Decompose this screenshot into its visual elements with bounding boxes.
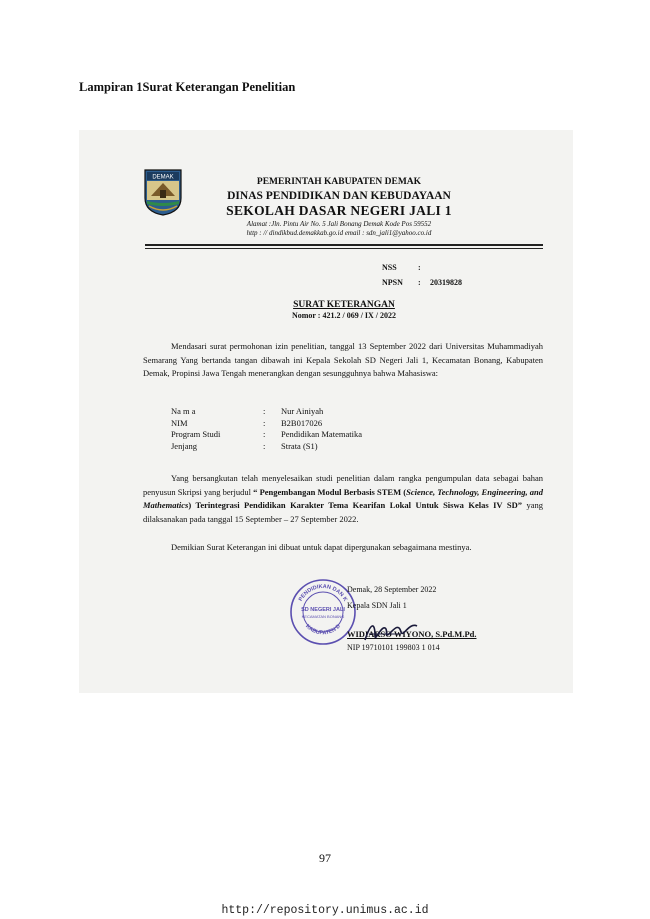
intro-paragraph — [143, 340, 543, 381]
nss-label: NSS — [382, 263, 397, 272]
signer-position: Kepala SDN Jali 1 — [347, 601, 407, 610]
field-row: Program Studi : Pendidikan Matematika — [171, 429, 362, 439]
letterhead-department: DINAS PENDIDIKAN DAN KEBUDAYAAN — [227, 190, 451, 202]
letterhead-school: SEKOLAH DASAR NEGERI JALI 1 — [226, 203, 452, 218]
body-paragraph — [143, 472, 543, 526]
signer-name: WIDIARSO WIYONO, S.Pd.M.Pd. — [347, 629, 477, 639]
stamp-center-2: KECAMATAN BONANG — [301, 614, 345, 619]
letter-title: SURAT KETERANGAN — [293, 300, 395, 310]
closing-paragraph — [143, 541, 543, 555]
footer-url: http://repository.unimus.ac.id — [221, 904, 429, 917]
place-date: Demak, 28 September 2022 — [347, 585, 437, 594]
field-row: Jenjang : Strata (S1) — [171, 440, 318, 451]
npsn-label: NPSN — [382, 278, 403, 287]
page-heading: Lampiran 1Surat Keterangan Penelitian — [79, 80, 296, 94]
field-label: NIM — [171, 417, 188, 428]
student-fields — [171, 406, 362, 452]
logo-text: DEMAK — [152, 174, 174, 181]
thesis-title-part-1: “ Pengembangan Modul Berbasis STEM ( — [253, 486, 407, 497]
nss-row: NSS : — [382, 260, 462, 275]
body-text-b: yang dilaksanakan pada tanggal 15 September – 27 September 2022. — [143, 500, 543, 524]
field-value: Strata (S1) — [281, 440, 318, 451]
school-ids — [382, 260, 462, 290]
field-row: NIM : B2B017026 — [171, 417, 323, 428]
letterhead-address: Alamat :Jln. Pintu Air No. 5 Jali Bonang Demak Kode Pos 59552 — [246, 220, 432, 228]
page-number: 97 — [319, 851, 331, 865]
npsn-value: 20319828 — [430, 278, 462, 287]
field-value: Nur Ainiyah — [281, 406, 324, 416]
svg-text:KABUPATEN D — [304, 623, 342, 636]
handwritten-signature-icon — [361, 618, 421, 644]
letterhead-government: PEMERINTAH KABUPATEN DEMAK — [256, 177, 422, 187]
letterhead-contact: http : // dindikbud.demakkab.go.id email : sdn_jali1@yahoo.co.id — [246, 229, 432, 237]
letterhead-rule-thick — [145, 244, 543, 246]
scanned-letter — [79, 130, 573, 693]
thesis-title-italic: Science, Technology, Engineering, and Mathematics — [143, 486, 543, 510]
field-label: Jenjang — [171, 440, 197, 451]
field-label: Na m a — [171, 406, 196, 416]
stamp-bottom-text: KABUPATEN D — [304, 623, 342, 637]
letter-number: Nomor : 421.2 / 069 / IX / 2022 — [291, 311, 397, 320]
letterhead-rule-thin — [145, 248, 543, 249]
body-text-a: Yang bersangkutan telah menyelesaikan studi penelitian dalam rangka pengumpulan data sebagai bahan penyusun Skripsi yang berjudul — [143, 473, 543, 497]
thesis-title-part-2: ) Terintegrasi Pendidikan Karakter Tema Kearifan Lokal Untuk Siswa Kelas IV SD” — [188, 500, 522, 510]
field-row: Na m a : Nur Ainiyah — [171, 406, 324, 416]
field-value: B2B017026 — [281, 417, 323, 428]
npsn-row: NPSN : 20319828 — [382, 275, 462, 290]
demak-crest-icon — [143, 168, 183, 216]
signer-nip: NIP 19710101 199803 1 014 — [347, 643, 440, 652]
intro-text: Mendasari surat permohonan izin penelitian, tanggal 13 September 2022 dari Universitas Muhammadiyah Semarang Yang bertanda tangan dibawah ini Kepala Sekolah SD Negeri Jali 1, Kecamatan Bonang, Kabupaten Demak, Propinsi Jawa Tengah menerangkan dengan sesungguhnya bahwa Mahasiswa: — [143, 341, 543, 378]
field-value: Pendidikan Matematika — [281, 429, 362, 439]
closing-text: Demikian Surat Keterangan ini dibuat untuk dapat dipergunakan sebagaimana mestinya. — [171, 542, 472, 552]
stamp-top-text: PENDIDIKAN DAN K — [297, 583, 349, 603]
svg-text:PENDIDIKAN DAN K — [298, 584, 348, 603]
stamp-center-1: SD NEGERI JALI — [301, 607, 345, 613]
field-label: Program Studi — [171, 429, 221, 439]
